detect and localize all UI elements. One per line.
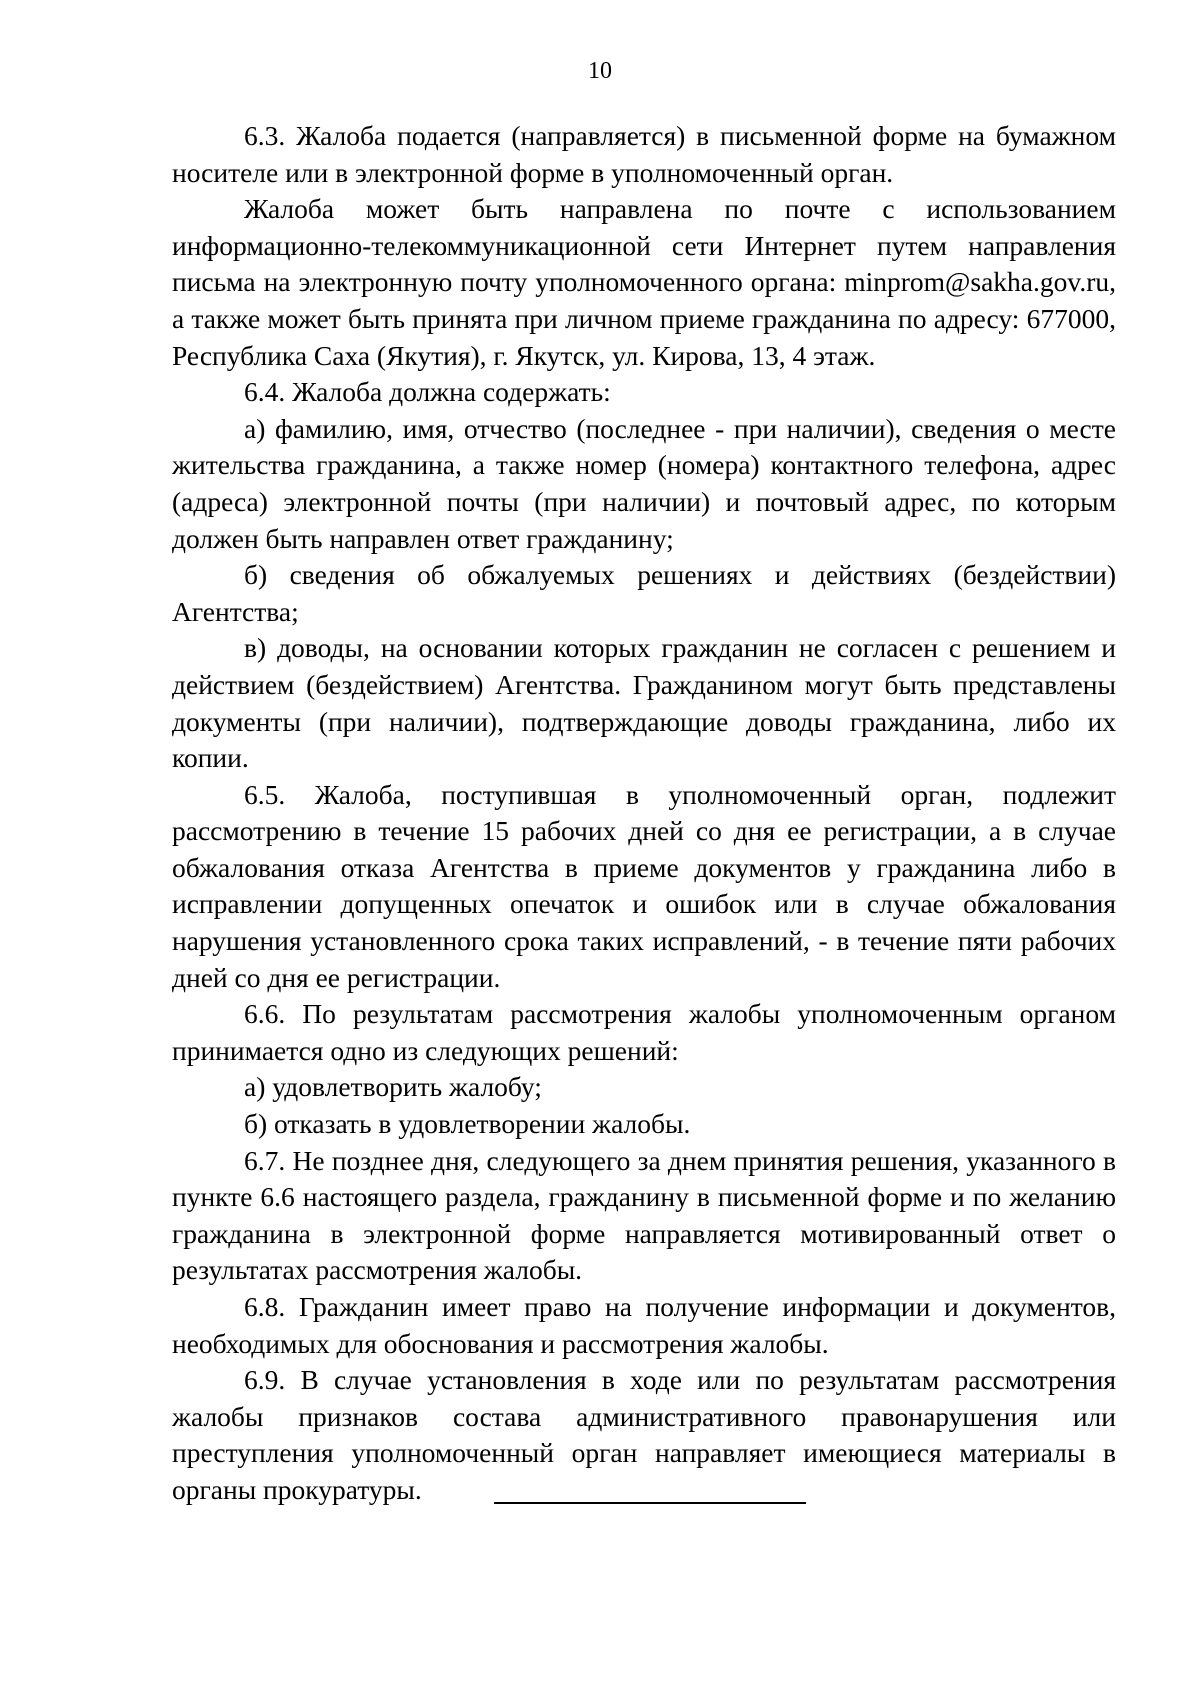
- paragraph-6-3: 6.3. Жалоба подается (направляется) в письменной форме на бумажном носителе или в электронной форме в уполномоченный орган.: [172, 120, 1116, 188]
- paragraph-6-4-a: а) фамилию, имя, отчество (последнее - при наличии), сведения о месте жительства гражданина, а также номер (номера) контактного телефона, адрес (адреса) электронной почты (при наличии) и почтовый адрес, по которым должен быть направлен ответ гражданину;: [172, 412, 1116, 554]
- paragraph-complaint-channels: Жалоба может быть направлена по почте с использованием информационно-телекоммуникационной сети Интернет путем направления письма на электронную почту уполномоченного органа: minprom@sakha.gov.ru, а также может быть принята при личном приеме гражданина по адресу: 677000, Республика Саха (Якутия), г. Якутск, ул. Кирова, 13, 4 этаж.: [172, 193, 1116, 371]
- paragraph-6-4-v: в) доводы, на основании которых гражданин не согласен с решением и действием (бездействием) Агентства. Гражданином могут быть представлены документы (при наличии), подтверждающие доводы гражданина, либо их копии.: [172, 632, 1116, 774]
- paragraph-6-6-b: б) отказать в удовлетворении жалобы.: [244, 1108, 691, 1140]
- document-body: [172, 118, 1116, 1509]
- paragraph-6-8: 6.8. Гражданин имеет право на получение информации и документов, необходимых для обоснования и рассмотрения жалобы.: [172, 1291, 1116, 1359]
- paragraph-6-6-a: а) удовлетворить жалобу;: [244, 1071, 542, 1103]
- paragraph-6-5: 6.5. Жалоба, поступившая в уполномоченный орган, подлежит рассмотрению в течение 15 рабочих дней со дня ее регистрации, а в случае обжалования отказа Агентства в приеме документов у гражданина либо в исправлении допущенных опечаток и ошибок или в случае обжалования нарушения установленного срока таких исправлений, - в течение пяти рабочих дней со дня ее регистрации.: [172, 778, 1116, 993]
- paragraph-6-4: 6.4. Жалоба должна содержать:: [244, 376, 611, 408]
- paragraph-6-7: 6.7. Не позднее дня, следующего за днем принятия решения, указанного в пункте 6.6 настоящего раздела, гражданину в письменной форме и по желанию гражданина в электронной форме направляется мотивированный ответ о результатах рассмотрения жалобы.: [172, 1144, 1116, 1286]
- page-number: 10: [588, 58, 612, 84]
- end-of-document-rule: [494, 1502, 806, 1504]
- paragraph-6-6: 6.6. По результатам рассмотрения жалобы уполномоченным органом принимается одно из следующих решений:: [172, 998, 1116, 1066]
- paragraph-6-9: 6.9. В случае установления в ходе или по результатам рассмотрения жалобы признаков состава административного правонарушения или преступления уполномоченный орган направляет имеющиеся материалы в органы прокуратуры.: [172, 1364, 1116, 1505]
- paragraph-6-4-b: б) сведения об обжалуемых решениях и действиях (бездействии) Агентства;: [172, 559, 1116, 627]
